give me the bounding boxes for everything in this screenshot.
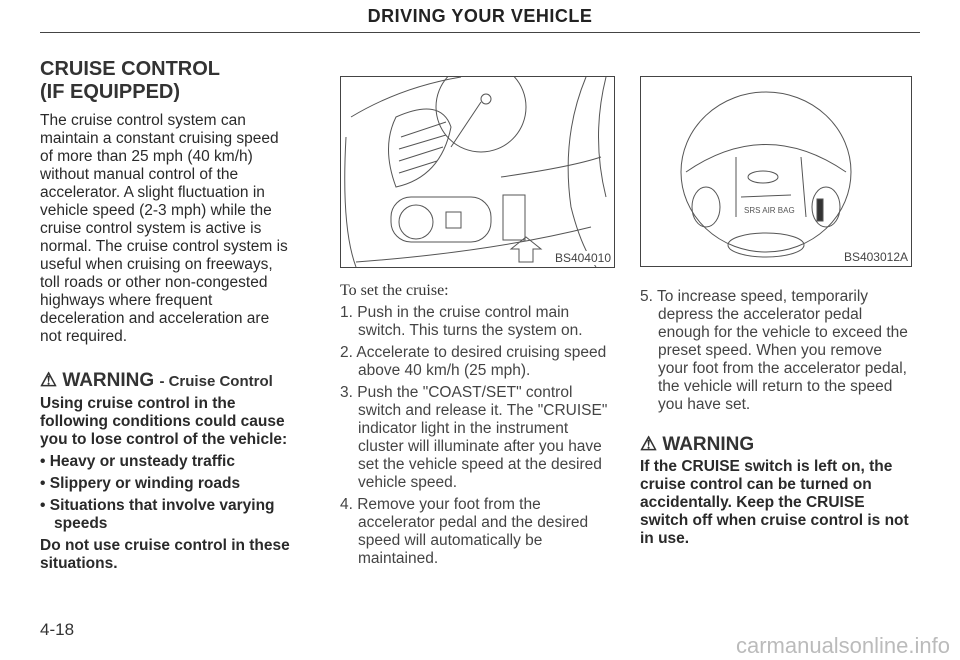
dashboard-switch-figure <box>340 76 615 268</box>
step-item: 3. Push the "COAST/SET" control switch and release it. The "CRUISE" indicator light in the instrument cluster will illuminate after you have set the vehicle speed at the desired vehicle speed. <box>340 384 608 491</box>
steps-list-continued <box>640 288 915 414</box>
bullet-item: • Heavy or unsteady traffic <box>40 453 235 470</box>
airbag-label: SRS AIR BAG <box>744 206 795 215</box>
section-header: DRIVING YOUR VEHICLE <box>367 6 593 26</box>
step-item: 4. Remove your foot from the accelerator pedal and the desired speed will automatically be maintained. <box>340 496 589 567</box>
column-3 <box>640 284 915 548</box>
warning-subtitle: - Cruise Control <box>159 373 273 390</box>
steering-wheel-illustration <box>641 77 911 266</box>
page-title <box>40 58 295 104</box>
step-item: 1. Push in the cruise control main switch. This turns the system on. <box>340 304 583 339</box>
watermark: carmanualsonline.info <box>735 633 950 658</box>
column-2 <box>340 274 615 572</box>
warning-text: Using cruise control in the following conditions could cause you to lose control of the vehicle: <box>40 395 288 448</box>
steps-list <box>340 304 615 568</box>
warning-closing: Do not use cruise control in these situations. <box>40 537 290 572</box>
warning-icon: ⚠ <box>40 370 58 391</box>
step-item: 2. Accelerate to desired cruising speed above 40 km/h (25 mph). <box>340 344 607 379</box>
warning-bullets <box>40 453 295 533</box>
warning-text: If the CRUISE switch is left on, the cruise control can be turned on accidentally. Keep the CRUISE switch off when cruise control is not in use. <box>640 458 909 547</box>
header-rule <box>40 32 920 33</box>
steering-wheel-figure <box>640 76 912 267</box>
warning-heading <box>40 372 295 391</box>
title-line-2: (IF EQUIPPED) <box>40 81 181 103</box>
dashboard-illustration <box>341 77 614 267</box>
warning-heading <box>640 436 915 454</box>
figure-id: BS403012A <box>843 250 908 264</box>
bullet-item: • Situations that involve varying speeds <box>40 497 275 532</box>
warning-icon: ⚠ <box>640 434 658 455</box>
set-cruise-heading: To set the cruise: <box>340 282 449 299</box>
warning-title: WARNING <box>62 370 155 391</box>
page-number: 4-18 <box>40 620 75 639</box>
bullet-item: • Slippery or winding roads <box>40 475 241 492</box>
title-line-1: CRUISE CONTROL <box>40 58 220 80</box>
warning-title: WARNING <box>662 434 755 455</box>
figure-id: BS404010 <box>554 251 611 265</box>
intro-paragraph: The cruise control system can maintain a constant cruising speed of more than 25 mph (40 km/h) without manual control of the accelerator. A slight fluctuation in vehicle speed (2-3 mph) while the cruise control system is active is normal. The cruise control system is useful when cruising on freeways, toll roads or other non-congested highways where frequent deceleration and acceleration are not required. <box>40 112 288 345</box>
step-item: 5. To increase speed, temporarily depress the accelerator pedal enough for the vehicle to exceed the preset speed. When you remove your foot from the accelerator pedal, the vehicle will return to the speed you have set. <box>640 288 908 413</box>
column-1 <box>40 58 295 573</box>
